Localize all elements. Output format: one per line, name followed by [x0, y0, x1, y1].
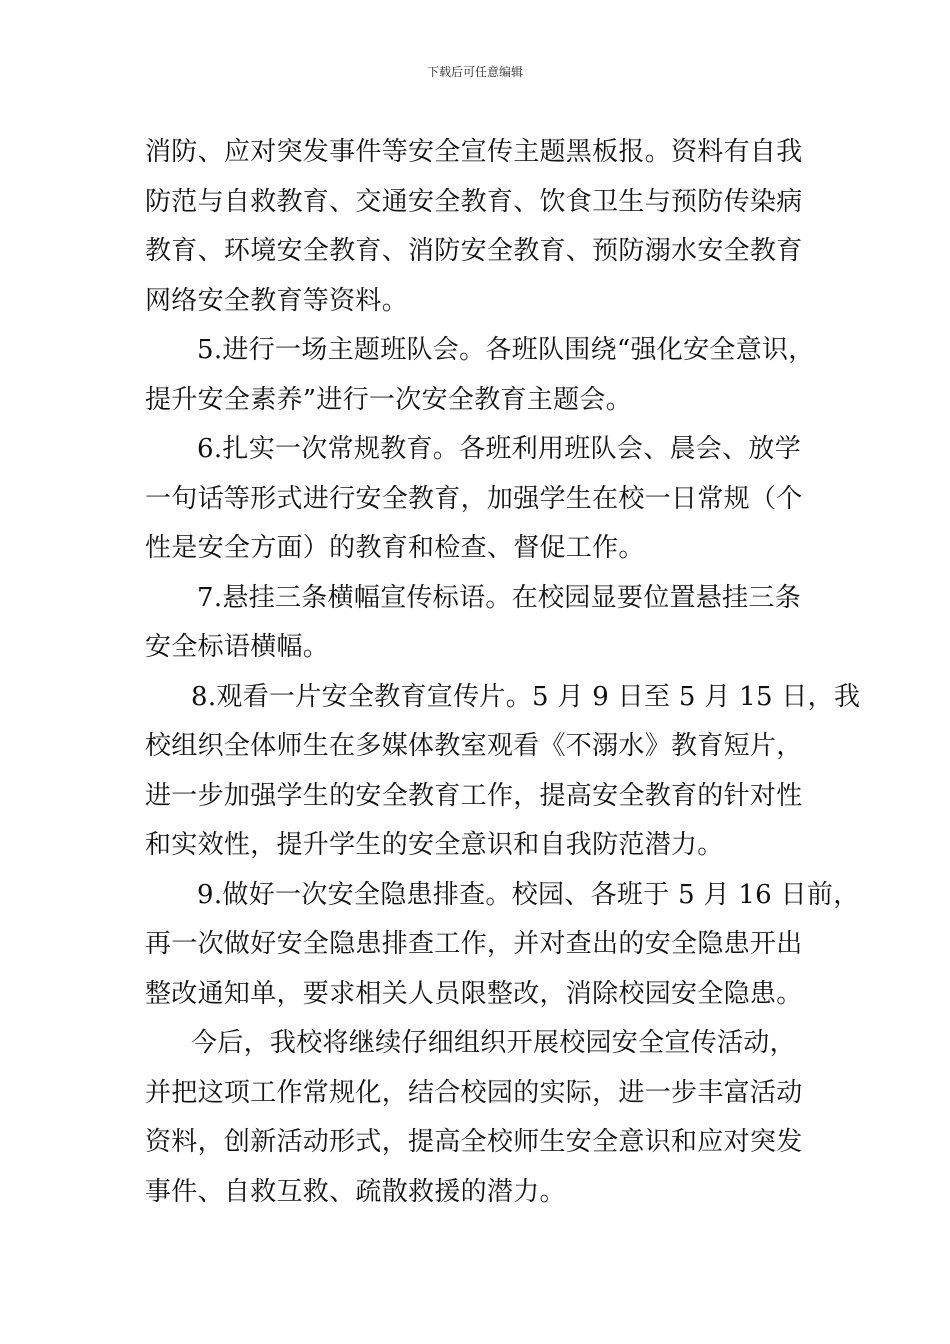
- text-line: 再一次做好安全隐患排查工作，并对查出的安全隐患开出: [145, 929, 803, 959]
- text-line: 提升安全素养”进行一次安全教育主题会。: [145, 384, 632, 415]
- paragraph-item-9: 9.做好一次安全隐患排查。校园、各班于 5 月 16 日前，: [197, 879, 860, 910]
- paragraph-item-8: 8.观看一片安全教育宣传片。5 月 9 日至 5 月 15 日，我: [191, 681, 861, 712]
- paragraph-item-6: 6.扎实一次常规教育。各班利用班队会、晨会、放学: [197, 434, 802, 464]
- text-line: 防范与自救教育、交通安全教育、饮食卫生与预防传染病: [145, 186, 803, 217]
- text-line: 教育、环境安全教育、消防安全教育、预防溺水安全教育: [145, 236, 803, 266]
- text-line: 进一步加强学生的安全教育工作，提高安全教育的针对性: [145, 780, 803, 811]
- document-body: [145, 128, 861, 1217]
- paragraph-item-5: 5.进行一场主题班队会。各班队围绕“强化安全意识，: [197, 335, 815, 365]
- text-line: 性是安全方面）的教育和检查、督促工作。: [145, 533, 645, 563]
- text-line: 校组织全体师生在多媒体教室观看《不溺水》教育短片，: [145, 731, 803, 761]
- text-line: 一句话等形式进行安全教育，加强学生在校一日常规（个: [145, 483, 803, 514]
- text-line: 资料，创新活动形式，提高全校师生安全意识和应对突发: [145, 1127, 803, 1157]
- text-line: 整改通知单，要求相关人员限整改，消除校园安全隐患。: [145, 978, 803, 1009]
- paragraph-item-7: 7.悬挂三条横幅宣传标语。在校园显要位置悬挂三条: [197, 582, 802, 613]
- text-line: 安全标语横幅。: [145, 632, 330, 662]
- text-line: 事件、自救互救、疏散救援的潜力。: [145, 1176, 566, 1207]
- text-line: 网络安全教育等资料。: [145, 285, 409, 316]
- page-header: 下载后可任意编辑: [426, 65, 523, 79]
- text-line: 和实效性，提升学生的安全意识和自我防范潜力。: [145, 830, 724, 860]
- text-line: 并把这项工作常规化，结合校园的实际，进一步丰富活动: [145, 1077, 803, 1108]
- text-line: 消防、应对突发事件等安全宣传主题黑板报。资料有自我: [145, 137, 803, 167]
- paragraph-conclusion: 今后，我校将继续仔细组织开展校园安全宣传活动，: [191, 1028, 796, 1058]
